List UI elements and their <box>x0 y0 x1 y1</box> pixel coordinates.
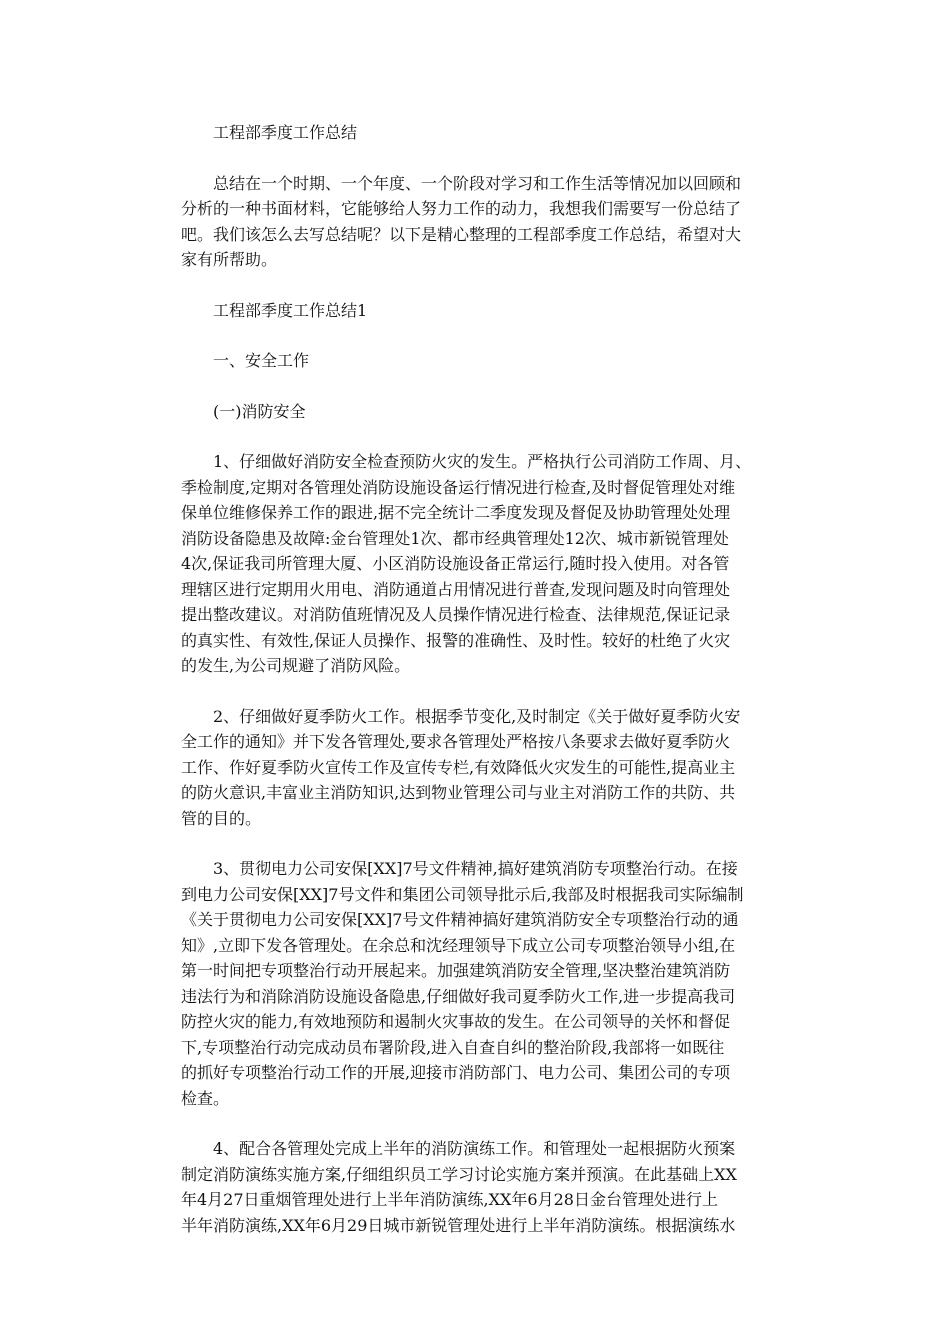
text-line: 年4月27日重烟管理处进行上半年消防演练,XX年6月28日金台管理处进行上 <box>181 1190 718 1209</box>
intro-paragraph <box>181 171 781 273</box>
text-line: 《关于贯彻电力公司安保[XX]7号文件精神搞好建筑消防安全专项整治行动的通 <box>181 910 739 929</box>
text-line: 4、配合各管理处完成上半年的消防演练工作。和管理处一起根据防火预案 <box>181 1139 736 1158</box>
text-line: 的真实性、有效性,保证人员操作、报警的准确性、及时性。较好的杜绝了火灾 <box>181 630 731 650</box>
text-line: 知》,立即下发各管理处。在余总和沈经理领导下成立公司专项整治领导小组,在 <box>181 935 736 955</box>
text-line: 到电力公司安保[XX]7号文件和集团公司领导批示后,我部及时根据我司实际编制 <box>181 884 744 904</box>
text-line: 提出整改建议。对消防值班情况及人员操作情况进行检查、法律规范,保证记录 <box>181 605 731 624</box>
document-page <box>181 120 781 1263</box>
text-line: 的抓好专项整治行动工作的开展,迎接市消防部门、电力公司、集团公司的专项 <box>181 1063 731 1082</box>
paragraph-1 <box>181 449 781 679</box>
section-title: 工程部季度工作总结1 <box>181 300 368 320</box>
text-line: 工作、作好夏季防火宣传工作及宣传专栏,有效降低火灾发生的可能性,提高业主 <box>181 757 736 777</box>
text-line: 4次,保证我司所管理大厦、小区消防设施设备正常运行,随时投入使用。对各管 <box>181 554 730 573</box>
text-line: 检查。 <box>181 1088 230 1108</box>
text-line: 的发生,为公司规避了消防风险。 <box>181 656 411 675</box>
heading-safety-work: 一、安全工作 <box>181 351 310 370</box>
text-line: 制定消防演练实施方案,仔细组织员工学习讨论实施方案并预演。在此基础上XX <box>181 1164 737 1184</box>
paragraph-4 <box>181 1136 781 1238</box>
text-line: 的防火意识,丰富业主消防知识,达到物业管理公司与业主对消防工作的共防、共 <box>181 783 736 802</box>
paragraph-2 <box>181 704 781 832</box>
text-line: 3、贯彻电力公司安保[XX]7号文件精神,搞好建筑消防专项整治行动。在接 <box>181 859 738 878</box>
text-line: 总结在一个时期、一个年度、一个阶段对学习和工作生活等情况加以回顾和 <box>181 173 742 193</box>
text-line: 理辖区进行定期用火用电、消防通道占用情况进行普查,发现问题及时向管理处 <box>181 579 731 599</box>
text-line: 管的目的。 <box>181 808 262 828</box>
document-title: 工程部季度工作总结 <box>181 123 358 142</box>
text-line: 保单位维修保养工作的跟进,据不完全统计二季度发现及督促及协助管理处处理 <box>181 503 731 522</box>
text-line: 防控火灾的能力,有效地预防和遏制火灾事故的发生。在公司领导的关怀和督促 <box>181 1012 731 1031</box>
text-line: 吧。我们该怎么去写总结呢？以下是精心整理的工程部季度工作总结，希望对大 <box>181 224 742 244</box>
text-line: 违法行为和消除消防设施设备隐患,仔细做好我司夏季防火工作,进一步提高我司 <box>181 986 736 1006</box>
text-line: 第一时间把专项整治行动开展起来。加强建筑消防安全管理,坚决整治建筑消防 <box>181 961 731 980</box>
text-line: 全工作的通知》并下发各管理处,要求各管理处严格按八条要求去做好夏季防火 <box>181 732 731 751</box>
text-line: 季检制度,定期对各管理处消防设施设备运行情况进行检查,及时督促管理处对维 <box>181 477 736 497</box>
text-line: 分析的一种书面材料，它能够给人努力工作的动力，我想我们需要写一份总结了 <box>181 199 742 218</box>
text-line: 半年消防演练,XX年6月29日城市新锐管理处进行上半年消防演练。根据演练水 <box>181 1215 736 1235</box>
text-line: 消防设备隐患及故障:金台管理处1次、都市经典管理处12次、城市新锐管理处 <box>181 528 729 548</box>
heading-fire-safety: (一)消防安全 <box>181 401 306 421</box>
text-line: 下,专项整治行动完成动员布署阶段,进入自查自纠的整治阶段,我部将一如既往 <box>181 1037 725 1057</box>
text-line: 2、仔细做好夏季防火工作。根据季节变化,及时制定《关于做好夏季防火安 <box>181 706 741 726</box>
text-line: 1、仔细做好消防安全检查预防火灾的发生。严格执行公司消防工作周、月、 <box>181 452 752 471</box>
paragraph-3 <box>181 856 781 1111</box>
text-line: 家有所帮助。 <box>181 250 278 269</box>
